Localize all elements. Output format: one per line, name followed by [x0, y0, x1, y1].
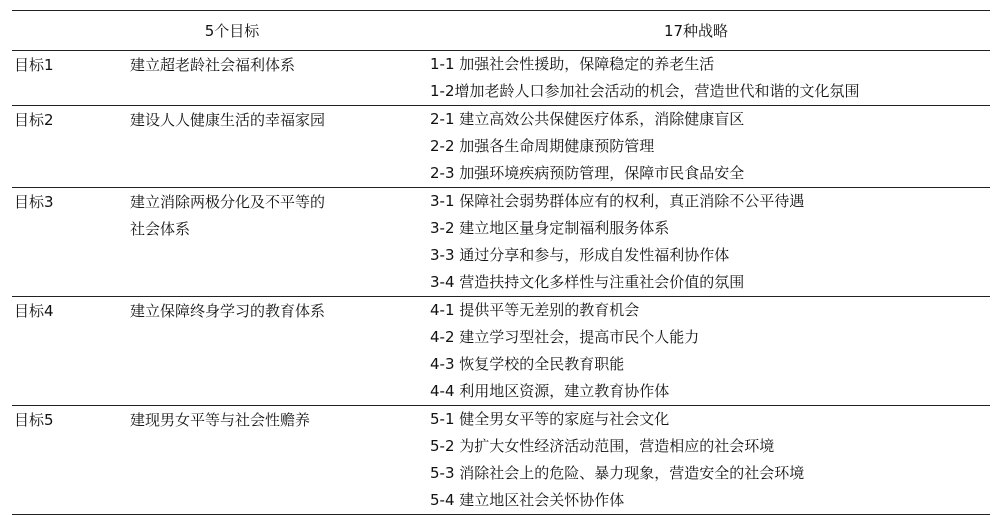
- strategy-item: 3-4 营造扶持文化多样性与注重社会价值的氛围: [430, 273, 745, 291]
- strategy-item: 3-1 保障社会弱势群体应有的权利，真正消除不公平待遇: [430, 192, 805, 210]
- goal-id: 目标1: [14, 56, 54, 74]
- goal-name: 建现男女平等与社会性赡养: [130, 411, 311, 429]
- strategy-item: 5-2 为扩大女性经济活动范围，营造相应的社会环境: [430, 437, 775, 455]
- strategy-item: 4-4 利用地区资源，建立教育协作体: [430, 382, 670, 400]
- table-body: [12, 51, 990, 515]
- goal-group: [12, 406, 990, 515]
- goal-name: 建立超老龄社会福利体系: [130, 56, 296, 74]
- table-header: [12, 10, 990, 51]
- goal-group: [12, 51, 990, 106]
- header-strategies: 17种战略: [663, 22, 729, 40]
- goal-id: 目标3: [14, 193, 54, 211]
- strategy-item: 4-3 恢复学校的全民教育职能: [430, 355, 625, 373]
- strategy-item: 5-1 健全男女平等的家庭与社会文化: [430, 410, 670, 428]
- strategy-item: 5-3 消除社会上的危险、暴力现象，营造安全的社会环境: [430, 464, 805, 482]
- goal-id: 目标2: [14, 111, 54, 129]
- strategy-list: [430, 51, 990, 105]
- strategy-item: 4-1 提供平等无差别的教育机会: [430, 301, 640, 319]
- header-goals: 5个目标: [204, 22, 260, 40]
- strategy-item: 2-2 加强各生命周期健康预防管理: [430, 137, 655, 155]
- goal-name: 建立消除两极分化及不平等的 社会体系: [130, 193, 326, 238]
- strategy-list: [430, 106, 990, 187]
- goal-group: [12, 188, 990, 297]
- goal-name: 建设人人健康生活的幸福家园: [130, 111, 326, 129]
- strategy-list: [430, 297, 990, 405]
- strategy-item: 1-1 加强社会性援助，保障稳定的养老生活: [430, 55, 715, 73]
- goal-group: [12, 297, 990, 406]
- goal-id: 目标5: [14, 411, 54, 429]
- strategy-list: [430, 188, 990, 296]
- goal-group: [12, 106, 990, 188]
- strategy-item: 3-2 建立地区量身定制福利服务体系: [430, 219, 670, 237]
- goal-id: 目标4: [14, 302, 54, 320]
- goal-name: 建立保障终身学习的教育体系: [130, 302, 326, 320]
- strategy-item: 5-4 建立地区社会关怀协作体: [430, 491, 625, 509]
- strategy-list: [430, 406, 990, 514]
- strategy-item: 2-3 加强环境疾病预防管理，保障市民食品安全: [430, 164, 745, 182]
- strategy-item: 1-2增加老龄人口参加社会活动的机会，营造世代和谐的文化氛围: [430, 82, 860, 100]
- goals-strategies-table: [12, 10, 990, 515]
- strategy-item: 3-3 通过分享和参与，形成自发性福利协作体: [430, 246, 730, 264]
- strategy-item: 4-2 建立学习型社会，提高市民个人能力: [430, 328, 700, 346]
- strategy-item: 2-1 建立高效公共保健医疗体系，消除健康盲区: [430, 110, 745, 128]
